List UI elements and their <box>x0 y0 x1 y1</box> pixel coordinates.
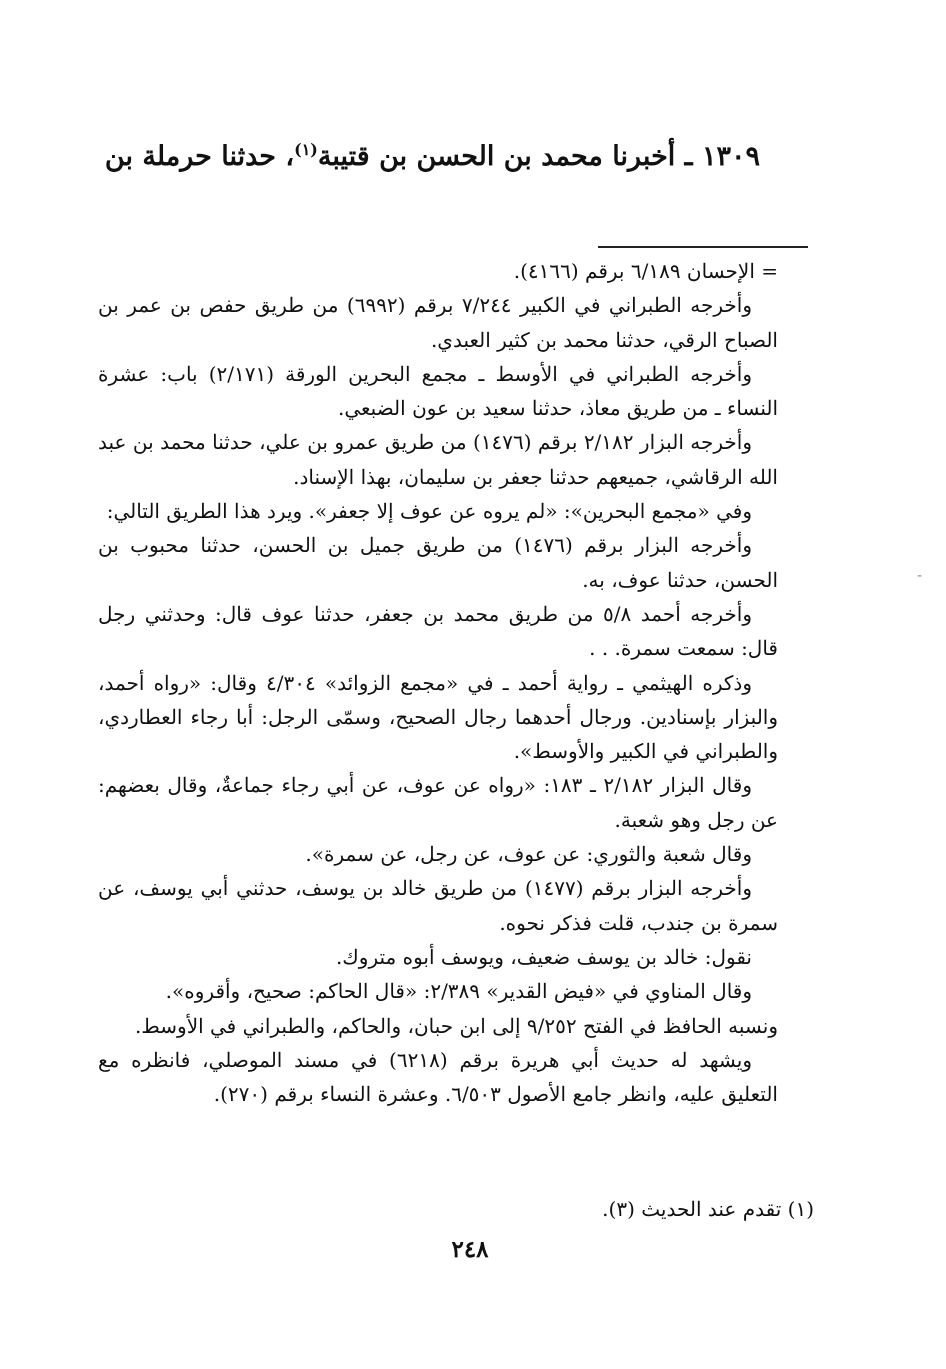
hadith-heading <box>90 140 760 172</box>
note-paragraph: ونسبه الحافظ في الفتح ٩/٢٥٢ إلى ابن حبان، والحاكم، والطبراني في الأوسط. <box>134 1013 778 1038</box>
note-paragraph: وقال شعبة والثوري: عن عوف، عن رجل، عن سمرة». <box>305 842 752 867</box>
note-paragraph: وأخرجه الطبراني في الكبير ٧/٢٤٤ برقم (٦٩٩٢) من طريق حفص بن عمر بن الصباح الرقي، حدثنا محمد بن كثير العبدي. <box>98 293 778 352</box>
note-paragraph: وأخرجه أحمد ٥/٨ من طريق محمد بن جعفر، حدثنا عوف قال: وحدثني رجل قال: سمعت سمرة. . . <box>98 601 778 661</box>
note-paragraph: وأخرجه البزار برقم (١٤٧٧) من طريق خالد بن يوسف، حدثني أبي يوسف، عن سمرة بن جندب، قلت فذكر نحوه. <box>98 876 778 935</box>
page-number: ٢٤٨ <box>451 1236 489 1263</box>
note-paragraph: وأخرجه الطبراني في الأوسط ـ مجمع البحرين الورقة (٢/١٧١) باب: عشرة النساء ـ من طريق معاذ، حدثنا سعيد بن عون الضبعي. <box>98 361 778 421</box>
note-paragraph: وفي «مجمع البحرين»: «لم يروه عن عوف إلا جعفر». ويرد هذا الطريق التالي: <box>106 499 752 524</box>
note-paragraph: وقال البزار ٢/١٨٢ ـ ١٨٣: «رواه عن عوف، عن أبي رجاء جماعةٌ، وقال بعضهم: عن رجل وهو شعبة. <box>98 773 778 832</box>
hadith-text-continued: ، حدثنا حرملة بن <box>104 141 295 172</box>
margin-mark: - <box>917 568 923 584</box>
footnote-separator <box>598 246 808 248</box>
footnote: (١) تقدم عند الحديث (٣). <box>602 1197 814 1221</box>
hadith-number: ١٣٠٩ <box>701 141 760 172</box>
note-paragraph: وأخرجه البزار ٢/١٨٢ برقم (١٤٧٦) من طريق عمرو بن علي، حدثنا محمد بن عبد الله الرقاشي، جميعهم حدثنا جعفر بن سليمان، بهذا الإسناد. <box>98 430 778 489</box>
note-paragraph: وقال المناوي في «فيض القدير» ٢/٣٨٩: «قال الحاكم: صحيح، وأقروه». <box>165 979 752 1004</box>
note-paragraph: = الإحسان ٦/١٨٩ برقم (٤١٦٦). <box>513 259 778 283</box>
note-paragraph: وذكره الهيثمي ـ رواية أحمد ـ في «مجمع الزوائد» ٤/٣٠٤ وقال: «رواه أحمد، والبزار بإسنادين. ورجال أحدهما رجال الصحيح، وسمّى الرجل: أبا رجاء العطاردي، والطبراني في الكبير والأوسط». <box>98 670 778 764</box>
footnote-marker: (١) <box>294 140 318 159</box>
note-paragraph: نقول: خالد بن يوسف ضعيف، ويوسف أبوه متروك. <box>335 944 752 969</box>
note-paragraph: وأخرجه البزار برقم (١٤٧٦) من طريق جميل بن الحسن، حدثنا محبوب بن الحسن، حدثنا عوف، به. <box>98 533 778 592</box>
hadith-text: ـ أخبرنا محمد بن الحسن بن قتيبة <box>317 141 693 172</box>
commentary-notes <box>98 254 778 1111</box>
note-paragraph: ويشهد له حديث أبي هريرة برقم (٦٢١٨) في مسند الموصلي، فانظره مع التعليق عليه، وانظر جامع الأصول ٦/٥٠٣. وعشرة النساء برقم (٢٧٠). <box>98 1047 778 1107</box>
